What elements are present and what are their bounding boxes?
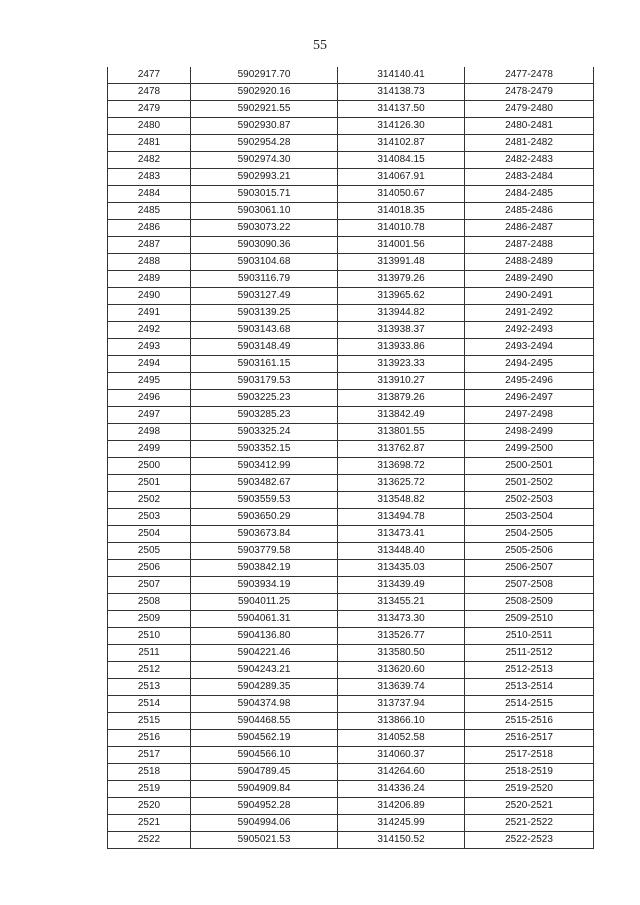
x-coordinate-cell: 5903842.19 [191, 560, 338, 577]
y-coordinate-cell: 313737.94 [338, 696, 465, 713]
table-row [108, 322, 594, 339]
x-coordinate-cell: 5903090.36 [191, 237, 338, 254]
x-coordinate-cell: 5903139.25 [191, 305, 338, 322]
table-row [108, 832, 594, 849]
segment-cell: 2501-2502 [465, 475, 594, 492]
segment-cell: 2503-2504 [465, 509, 594, 526]
y-coordinate-cell: 313944.82 [338, 305, 465, 322]
y-coordinate-cell: 313698.72 [338, 458, 465, 475]
point-number-cell: 2489 [108, 271, 191, 288]
x-coordinate-cell: 5903179.53 [191, 373, 338, 390]
y-coordinate-cell: 314060.37 [338, 747, 465, 764]
point-number-cell: 2519 [108, 781, 191, 798]
y-coordinate-cell: 314050.67 [338, 186, 465, 203]
point-number-cell: 2516 [108, 730, 191, 747]
point-number-cell: 2520 [108, 798, 191, 815]
segment-cell: 2492-2493 [465, 322, 594, 339]
segment-cell: 2479-2480 [465, 101, 594, 118]
segment-cell: 2508-2509 [465, 594, 594, 611]
x-coordinate-cell: 5903352.15 [191, 441, 338, 458]
point-number-cell: 2491 [108, 305, 191, 322]
segment-cell: 2491-2492 [465, 305, 594, 322]
x-coordinate-cell: 5903073.22 [191, 220, 338, 237]
point-number-cell: 2493 [108, 339, 191, 356]
segment-cell: 2518-2519 [465, 764, 594, 781]
y-coordinate-cell: 313580.50 [338, 645, 465, 662]
x-coordinate-cell: 5903127.49 [191, 288, 338, 305]
segment-cell: 2504-2505 [465, 526, 594, 543]
y-coordinate-cell: 313455.21 [338, 594, 465, 611]
table-row [108, 662, 594, 679]
y-coordinate-cell: 313494.78 [338, 509, 465, 526]
table-row [108, 713, 594, 730]
x-coordinate-cell: 5903482.67 [191, 475, 338, 492]
x-coordinate-cell: 5903161.15 [191, 356, 338, 373]
coordinate-table-body [108, 67, 594, 849]
table-row [108, 730, 594, 747]
segment-cell: 2499-2500 [465, 441, 594, 458]
point-number-cell: 2510 [108, 628, 191, 645]
table-row [108, 407, 594, 424]
segment-cell: 2520-2521 [465, 798, 594, 815]
y-coordinate-cell: 314067.91 [338, 169, 465, 186]
point-number-cell: 2483 [108, 169, 191, 186]
segment-cell: 2477-2478 [465, 67, 594, 84]
point-number-cell: 2484 [108, 186, 191, 203]
x-coordinate-cell: 5903143.68 [191, 322, 338, 339]
y-coordinate-cell: 314150.52 [338, 832, 465, 849]
segment-cell: 2485-2486 [465, 203, 594, 220]
segment-cell: 2489-2490 [465, 271, 594, 288]
x-coordinate-cell: 5904061.31 [191, 611, 338, 628]
y-coordinate-cell: 314264.60 [338, 764, 465, 781]
point-number-cell: 2480 [108, 118, 191, 135]
point-number-cell: 2514 [108, 696, 191, 713]
x-coordinate-cell: 5904136.80 [191, 628, 338, 645]
y-coordinate-cell: 313620.60 [338, 662, 465, 679]
y-coordinate-cell: 314102.87 [338, 135, 465, 152]
table-row [108, 815, 594, 832]
table-row [108, 543, 594, 560]
table-row [108, 118, 594, 135]
table-row [108, 84, 594, 101]
segment-cell: 2513-2514 [465, 679, 594, 696]
x-coordinate-cell: 5903325.24 [191, 424, 338, 441]
segment-cell: 2487-2488 [465, 237, 594, 254]
x-coordinate-cell: 5904011.25 [191, 594, 338, 611]
y-coordinate-cell: 313762.87 [338, 441, 465, 458]
point-number-cell: 2505 [108, 543, 191, 560]
y-coordinate-cell: 314001.56 [338, 237, 465, 254]
table-row [108, 747, 594, 764]
x-coordinate-cell: 5903934.19 [191, 577, 338, 594]
x-coordinate-cell: 5904221.46 [191, 645, 338, 662]
table-row [108, 339, 594, 356]
segment-cell: 2482-2483 [465, 152, 594, 169]
table-row [108, 390, 594, 407]
table-row [108, 645, 594, 662]
table-row [108, 169, 594, 186]
x-coordinate-cell: 5904909.84 [191, 781, 338, 798]
y-coordinate-cell: 313639.74 [338, 679, 465, 696]
y-coordinate-cell: 313435.03 [338, 560, 465, 577]
x-coordinate-cell: 5904468.55 [191, 713, 338, 730]
point-number-cell: 2482 [108, 152, 191, 169]
segment-cell: 2509-2510 [465, 611, 594, 628]
segment-cell: 2484-2485 [465, 186, 594, 203]
x-coordinate-cell: 5903650.29 [191, 509, 338, 526]
segment-cell: 2519-2520 [465, 781, 594, 798]
point-number-cell: 2478 [108, 84, 191, 101]
point-number-cell: 2521 [108, 815, 191, 832]
x-coordinate-cell: 5904562.19 [191, 730, 338, 747]
table-row [108, 237, 594, 254]
point-number-cell: 2522 [108, 832, 191, 849]
x-coordinate-cell: 5904243.21 [191, 662, 338, 679]
table-row [108, 696, 594, 713]
y-coordinate-cell: 313548.82 [338, 492, 465, 509]
segment-cell: 2490-2491 [465, 288, 594, 305]
point-number-cell: 2497 [108, 407, 191, 424]
table-row [108, 67, 594, 84]
point-number-cell: 2502 [108, 492, 191, 509]
x-coordinate-cell: 5903559.53 [191, 492, 338, 509]
point-number-cell: 2518 [108, 764, 191, 781]
segment-cell: 2480-2481 [465, 118, 594, 135]
y-coordinate-cell: 313879.26 [338, 390, 465, 407]
segment-cell: 2495-2496 [465, 373, 594, 390]
point-number-cell: 2495 [108, 373, 191, 390]
table-row [108, 526, 594, 543]
y-coordinate-cell: 314137.50 [338, 101, 465, 118]
x-coordinate-cell: 5903285.23 [191, 407, 338, 424]
y-coordinate-cell: 313842.49 [338, 407, 465, 424]
table-row [108, 356, 594, 373]
point-number-cell: 2513 [108, 679, 191, 696]
point-number-cell: 2504 [108, 526, 191, 543]
point-number-cell: 2479 [108, 101, 191, 118]
point-number-cell: 2477 [108, 67, 191, 84]
y-coordinate-cell: 314138.73 [338, 84, 465, 101]
segment-cell: 2522-2523 [465, 832, 594, 849]
y-coordinate-cell: 313866.10 [338, 713, 465, 730]
y-coordinate-cell: 313473.41 [338, 526, 465, 543]
table-row [108, 781, 594, 798]
y-coordinate-cell: 313625.72 [338, 475, 465, 492]
segment-cell: 2516-2517 [465, 730, 594, 747]
table-row [108, 101, 594, 118]
segment-cell: 2493-2494 [465, 339, 594, 356]
x-coordinate-cell: 5905021.53 [191, 832, 338, 849]
y-coordinate-cell: 314052.58 [338, 730, 465, 747]
table-row [108, 186, 594, 203]
point-number-cell: 2492 [108, 322, 191, 339]
table-row [108, 254, 594, 271]
y-coordinate-cell: 313801.55 [338, 424, 465, 441]
x-coordinate-cell: 5903015.71 [191, 186, 338, 203]
point-number-cell: 2498 [108, 424, 191, 441]
table-row [108, 509, 594, 526]
table-row [108, 594, 594, 611]
segment-cell: 2500-2501 [465, 458, 594, 475]
point-number-cell: 2499 [108, 441, 191, 458]
segment-cell: 2486-2487 [465, 220, 594, 237]
segment-cell: 2514-2515 [465, 696, 594, 713]
table-row [108, 798, 594, 815]
x-coordinate-cell: 5904374.98 [191, 696, 338, 713]
segment-cell: 2521-2522 [465, 815, 594, 832]
y-coordinate-cell: 313933.86 [338, 339, 465, 356]
x-coordinate-cell: 5904789.45 [191, 764, 338, 781]
segment-cell: 2483-2484 [465, 169, 594, 186]
point-number-cell: 2511 [108, 645, 191, 662]
y-coordinate-cell: 313439.49 [338, 577, 465, 594]
x-coordinate-cell: 5902930.87 [191, 118, 338, 135]
y-coordinate-cell: 313923.33 [338, 356, 465, 373]
y-coordinate-cell: 313526.77 [338, 628, 465, 645]
segment-cell: 2478-2479 [465, 84, 594, 101]
x-coordinate-cell: 5903225.23 [191, 390, 338, 407]
x-coordinate-cell: 5904566.10 [191, 747, 338, 764]
segment-cell: 2512-2513 [465, 662, 594, 679]
y-coordinate-cell: 314084.15 [338, 152, 465, 169]
y-coordinate-cell: 314018.35 [338, 203, 465, 220]
x-coordinate-cell: 5902993.21 [191, 169, 338, 186]
x-coordinate-cell: 5903061.10 [191, 203, 338, 220]
segment-cell: 2498-2499 [465, 424, 594, 441]
segment-cell: 2517-2518 [465, 747, 594, 764]
point-number-cell: 2490 [108, 288, 191, 305]
y-coordinate-cell: 314140.41 [338, 67, 465, 84]
segment-cell: 2510-2511 [465, 628, 594, 645]
y-coordinate-cell: 313938.37 [338, 322, 465, 339]
point-number-cell: 2496 [108, 390, 191, 407]
segment-cell: 2515-2516 [465, 713, 594, 730]
table-row [108, 577, 594, 594]
point-number-cell: 2501 [108, 475, 191, 492]
y-coordinate-cell: 314010.78 [338, 220, 465, 237]
table-row [108, 373, 594, 390]
table-row [108, 220, 594, 237]
x-coordinate-cell: 5903673.84 [191, 526, 338, 543]
segment-cell: 2497-2498 [465, 407, 594, 424]
point-number-cell: 2494 [108, 356, 191, 373]
point-number-cell: 2517 [108, 747, 191, 764]
point-number-cell: 2509 [108, 611, 191, 628]
table-row [108, 441, 594, 458]
y-coordinate-cell: 313979.26 [338, 271, 465, 288]
x-coordinate-cell: 5904952.28 [191, 798, 338, 815]
table-row [108, 628, 594, 645]
table-row [108, 679, 594, 696]
table-row [108, 152, 594, 169]
segment-cell: 2496-2497 [465, 390, 594, 407]
segment-cell: 2507-2508 [465, 577, 594, 594]
point-number-cell: 2515 [108, 713, 191, 730]
table-row [108, 135, 594, 152]
x-coordinate-cell: 5904289.35 [191, 679, 338, 696]
table-row [108, 203, 594, 220]
point-number-cell: 2488 [108, 254, 191, 271]
table-row [108, 458, 594, 475]
coordinate-table [107, 67, 594, 849]
y-coordinate-cell: 313910.27 [338, 373, 465, 390]
table-row [108, 764, 594, 781]
x-coordinate-cell: 5903116.79 [191, 271, 338, 288]
x-coordinate-cell: 5903104.68 [191, 254, 338, 271]
y-coordinate-cell: 313448.40 [338, 543, 465, 560]
x-coordinate-cell: 5903412.99 [191, 458, 338, 475]
table-row [108, 611, 594, 628]
point-number-cell: 2500 [108, 458, 191, 475]
x-coordinate-cell: 5902974.30 [191, 152, 338, 169]
point-number-cell: 2486 [108, 220, 191, 237]
x-coordinate-cell: 5902921.55 [191, 101, 338, 118]
point-number-cell: 2508 [108, 594, 191, 611]
point-number-cell: 2487 [108, 237, 191, 254]
segment-cell: 2511-2512 [465, 645, 594, 662]
table-row [108, 305, 594, 322]
segment-cell: 2488-2489 [465, 254, 594, 271]
table-row [108, 424, 594, 441]
x-coordinate-cell: 5902954.28 [191, 135, 338, 152]
y-coordinate-cell: 314206.89 [338, 798, 465, 815]
x-coordinate-cell: 5903148.49 [191, 339, 338, 356]
table-row [108, 560, 594, 577]
y-coordinate-cell: 313991.48 [338, 254, 465, 271]
table-row [108, 492, 594, 509]
y-coordinate-cell: 313965.62 [338, 288, 465, 305]
y-coordinate-cell: 313473.30 [338, 611, 465, 628]
point-number-cell: 2506 [108, 560, 191, 577]
point-number-cell: 2512 [108, 662, 191, 679]
x-coordinate-cell: 5902920.16 [191, 84, 338, 101]
point-number-cell: 2481 [108, 135, 191, 152]
segment-cell: 2494-2495 [465, 356, 594, 373]
point-number-cell: 2503 [108, 509, 191, 526]
x-coordinate-cell: 5904994.06 [191, 815, 338, 832]
x-coordinate-cell: 5902917.70 [191, 67, 338, 84]
point-number-cell: 2507 [108, 577, 191, 594]
table-row [108, 288, 594, 305]
table-row [108, 271, 594, 288]
segment-cell: 2502-2503 [465, 492, 594, 509]
segment-cell: 2481-2482 [465, 135, 594, 152]
table-row [108, 475, 594, 492]
x-coordinate-cell: 5903779.58 [191, 543, 338, 560]
segment-cell: 2506-2507 [465, 560, 594, 577]
y-coordinate-cell: 314336.24 [338, 781, 465, 798]
y-coordinate-cell: 314245.99 [338, 815, 465, 832]
segment-cell: 2505-2506 [465, 543, 594, 560]
y-coordinate-cell: 314126.30 [338, 118, 465, 135]
page-number: 55 [313, 38, 327, 53]
point-number-cell: 2485 [108, 203, 191, 220]
